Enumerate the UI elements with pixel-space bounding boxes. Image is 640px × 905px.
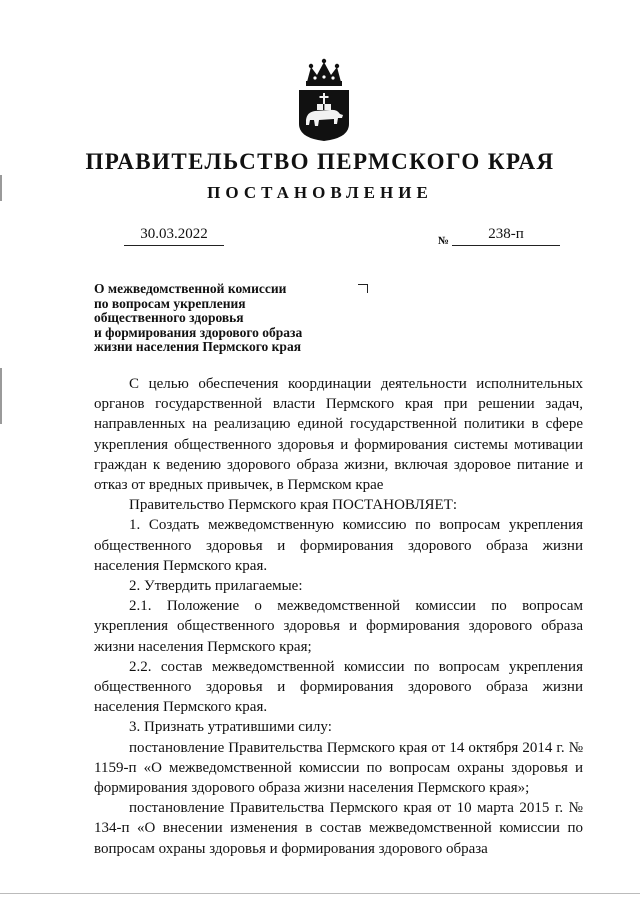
page-bottom-edge (0, 893, 640, 894)
body-paragraph: 2.2. состав межведомственной комиссии по вопросам укрепления общественного здоровья и формирования здорового образа жизни населения Пермского края. (94, 658, 583, 716)
body-paragraph: 2.1. Положение о межведомственной комиссии по вопросам укрепления общественного здоровья и формирования здорового образа жизни населения Пермского края; (94, 598, 583, 655)
subject-corner-mark (358, 284, 368, 293)
subject-line: по вопросам укрепления (94, 295, 246, 311)
body-paragraph: постановление Правительства Пермского края от 10 марта 2015 г. № 134-п «О внесении изменения в состав межведомственной комиссии по вопросам охраны здоровья и формирования здорового образа (94, 800, 583, 857)
subject-line: общественного здоровья (94, 310, 244, 325)
document-date: 30.03.2022 (124, 226, 224, 246)
subject-line: О межведомственной комиссии (94, 281, 287, 296)
body-paragraph: постановление Правительства Пермского края от 14 октября 2014 г. № 1159-п «О межведомственной комиссии по вопросам охраны здоровья и формирования здорового образа жизни населения Пермского края»; (94, 739, 583, 797)
document-number: 238-п (452, 226, 560, 246)
number-sign: № (438, 235, 450, 247)
government-title: ПРАВИТЕЛЬСТВО ПЕРМСКОГО КРАЯ (85, 149, 555, 174)
body-paragraph: Правительство Пермского края ПОСТАНОВЛЯЕТ: (129, 497, 458, 514)
body-paragraph: 3. Признать утратившими силу: (129, 719, 332, 736)
body-paragraph: С целью обеспечения координации деятельности исполнительных органов государственной власти Пермского края при решении задач, направленных на реализацию единой государственной политики в сфере укрепления общественного здоровья и формирования системы мотивации граждан к ведению здорового образа жизни, включая здоровое питание и отказ от вредных привычек, в Пермском крае (94, 376, 583, 494)
subject-line: и формирования здорового образа (94, 324, 303, 340)
document-body (94, 374, 583, 859)
perm-krai-coat-of-arms-icon (297, 58, 351, 142)
document-type-heading: ПОСТАНОВЛЕНИЕ (207, 183, 433, 202)
body-paragraph: 2. Утвердить прилагаемые: (129, 578, 303, 595)
body-paragraph: 1. Создать межведомственную комиссию по вопросам укрепления общественного здоровья и формирования здорового образа жизни населения Пермского края. (94, 517, 583, 574)
subject-line: жизни населения Пермского края (94, 339, 301, 354)
scan-edge-mark-bottom (0, 368, 2, 424)
document-subject (94, 282, 374, 355)
